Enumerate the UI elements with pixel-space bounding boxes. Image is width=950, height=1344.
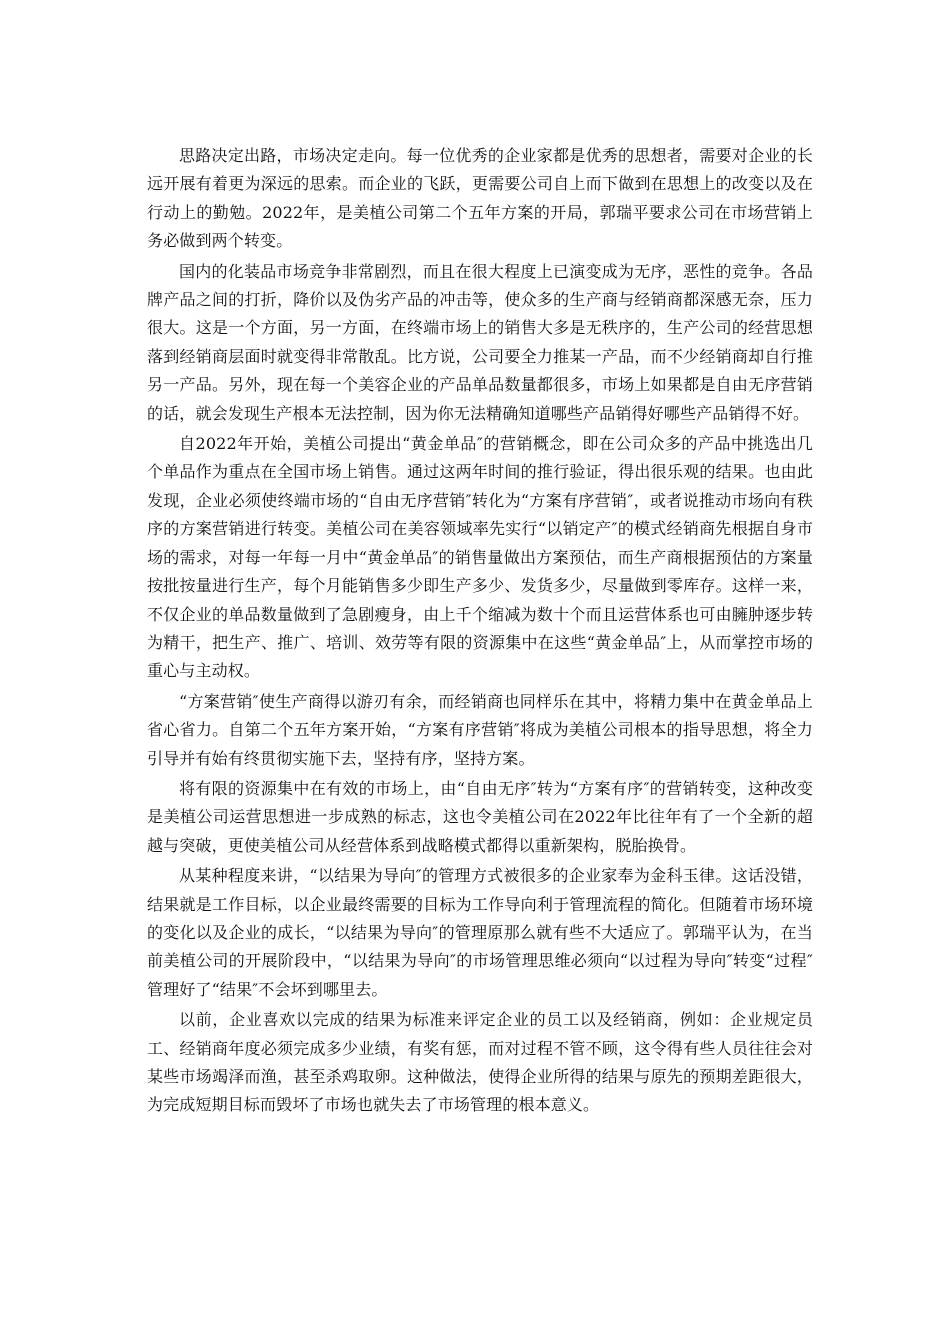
paragraph-1: 思路决定出路，市场决定走向。每一位优秀的企业家都是优秀的思想者，需要对企业的长远开展有着更为深远的思索。而企业的飞跃，更需要公司自上而下做到在思想上的改变以及在行动上的勤勉。2022年，是美植公司第二个五年方案的开局，郭瑞平要求公司在市场营销上务必做到两个转变。 — [147, 146, 813, 251]
paragraph-4: “方案营销″使生产商得以游刃有余，而经销商也同样乐在其中，将精力集中在黄金单品上省心省力。自第二个五年方案开始，“方案有序营销″将成为美植公司根本的指导思想，将全力引导并有始有终贯彻实施下去，坚持有序，坚持方案。 — [147, 691, 813, 768]
paragraph-6: 从某种程度来讲，“以结果为导向″的管理方式被很多的企业家奉为金科玉律。这话没错，结果就是工作目标，以企业最终需要的目标为工作导向利于管理流程的简化。但随着市场环境的变化以及企业的成长，“以结果为导向″的管理原那么就有些不大适应了。郭瑞平认为，在当前美植公司的开展阶段中，“以结果为导向″的市场管理思维必须向“以过程为导向″转变“过程″管理好了“结果″不会坏到哪里去。 — [147, 866, 813, 999]
document-body — [147, 142, 813, 1122]
paragraph-2: 国内的化装品市场竞争非常剧烈，而且在很大程度上已演变成为无序，恶性的竞争。各品牌产品之间的打折，降价以及伪劣产品的冲击等，使众多的生产商与经销商都深感无奈，压力很大。这是一个方面，另一方面，在终端市场上的销售大多是无秩序的，生产公司的经营思想落到经销商层面时就变得非常散乱。比方说，公司要全力推某一产品，而不少经销商却自行推另一产品。另外，现在每一个美容企业的产品单品数量都很多，市场上如果都是自由无序营销的话，就会发现生产根本无法控制，因为你无法精确知道哪些产品销得好哪些产品销得不好。 — [147, 261, 813, 423]
paragraph-7: 以前，企业喜欢以完成的结果为标准来评定企业的员工以及经销商，例如：企业规定员工、经销商年度必须完成多少业绩，有奖有惩，而对过程不管不顾，这令得有些人员往往会对某些市场竭泽而渔，甚至杀鸡取卵。这种做法，使得企业所得的结果与原先的预期差距很大，为完成短期目标而毁坏了市场也就失去了市场管理的根本意义。 — [147, 1010, 813, 1115]
paragraph-3: 自2022年开始，美植公司提出“黄金单品″的营销概念，即在公司众多的产品中挑选出几个单品作为重点在全国市场上销售。通过这两年时间的推行验证，得出很乐观的结果。也由此发现，企业必须使终端市场的“自由无序营销″转化为“方案有序营销″，或者说推动市场向有秩序的方案营销进行转变。美植公司在美容领域率先实行“以销定产″的模式经销商先根据自身市场的需求，对每一年每一月中“黄金单品″的销售量做出方案预估，而生产商根据预估的方案量按批按量进行生产，每个月能销售多少即生产多少、发货多少，尽量做到零库存。这样一来，不仅企业的单品数量做到了急剧瘦身，由上千个缩减为数十个而且运营体系也可由臃肿逐步转为精干，把生产、推广、培训、效劳等有限的资源集中在这些“黄金单品″上，从而掌控市场的重心与主动权。 — [147, 434, 813, 681]
paragraph-5: 将有限的资源集中在有效的市场上，由“自由无序″转为“方案有序″的营销转变，这种改变是美植公司运营思想进一步成熟的标志，这也令美植公司在2022年比往年有了一个全新的超越与突破，更使美植公司从经营体系到战略模式都得以重新架构，脱胎换骨。 — [147, 778, 813, 855]
